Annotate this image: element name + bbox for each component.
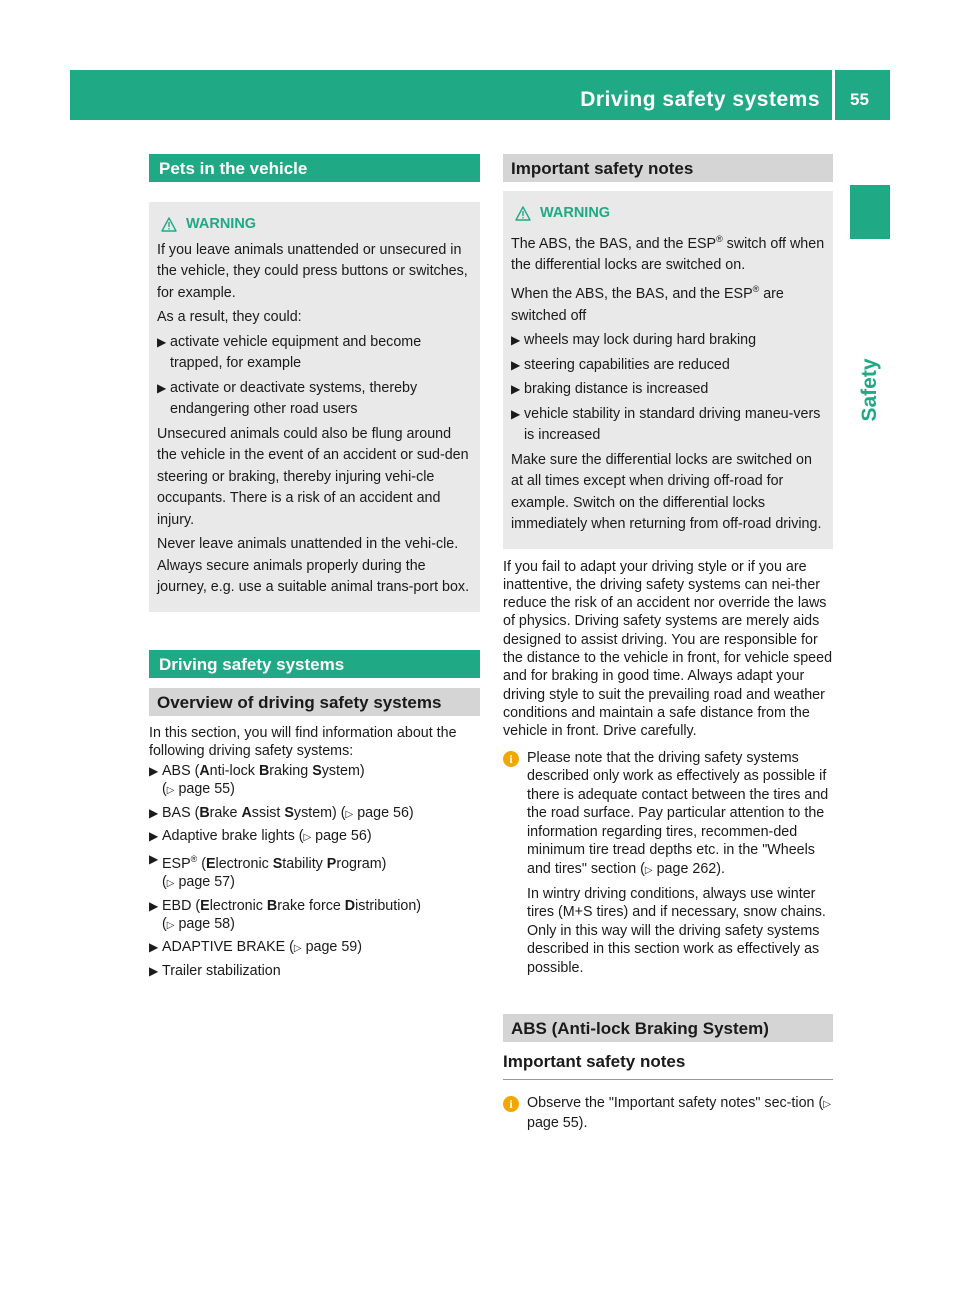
warning-triangle-icon [161,217,177,232]
info-note-tires [503,749,833,978]
page-ref-arrow-icon: ▷ [293,943,302,955]
list-item: ▶ vehicle stability in standard driving maneu-vers is increased [511,405,821,444]
safety-systems-list [149,762,480,980]
list-item: ▶ activate vehicle equipment and become trapped, for example [157,333,422,371]
page-ref-link[interactable]: page 56) [357,804,414,821]
page-ref-link[interactable]: page 55) [178,781,235,798]
list-item: ▶ braking distance is increased [511,381,709,398]
list-item: ▶ ADAPTIVE BRAKE (▷ page 59) [149,939,363,956]
page-ref-link[interactable]: page 58) [178,915,235,932]
page-ref-arrow-icon: ▷ [166,919,175,931]
pets-warning-text-1: If you leave animals unattended or unsecured in the vehicle, they could press buttons or switches, for example. [157,241,468,301]
subsection-heading-abs-notes: Important safety notes [503,1052,833,1080]
page-ref-arrow-icon: ▷ [166,785,175,797]
important-warning-text-2: When the ABS, the BAS, and the ESP® are switched off [511,284,784,324]
pets-warning-box [149,202,480,612]
warning-label: WARNING [186,216,257,232]
list-item: ▶ ESP® (Electronic Stability Program) (▷ page 57) [149,852,387,891]
side-tab-marker [850,185,890,239]
important-warning-box [503,191,833,549]
page-ref-arrow-icon: ▷ [644,865,653,877]
info-note-text: Please note that the driving safety systems described only work as effectively as possible if there is adequate contact between the tires and the road surface. Pay particular attention to the information regarding tires, recommen-ded minimum tire tread depths etc. in the "Wheels and tires" section (▷ page 262). In wintry driving conditions, always use winter tires (M+S tires) and if necessary, snow chains. Only in this way will the driving safety systems described in this section work as effectively as possible. [527,749,829,977]
list-item: ▶ BAS (Brake Assist System) (▷ page 56) [149,804,414,821]
list-item: ▶ Adaptive brake lights (▷ page 56) [149,827,372,844]
right-column [503,154,833,1133]
warning-triangle-icon [515,206,531,221]
pets-warning-text-2: As a result, they could: [157,309,302,325]
page-number: 55 [850,90,869,109]
overview-intro: In this section, you will find information about the following driving safety systems: [149,724,457,759]
info-icon: i [503,1096,519,1112]
page-ref-link[interactable]: page 59) [305,939,363,956]
warning-header [515,203,825,225]
header-divider [832,70,835,120]
page-ref-arrow-icon: ▷ [166,878,175,890]
list-item: ▶ steering capabilities are reduced [511,356,730,373]
important-warning-text-3: Make sure the differential locks are switched on at all times except when driving off-road for example. Switch on the differential locks immediately when returning from off-road driving. [511,451,822,533]
side-tab-label [848,340,892,440]
page-ref-link[interactable]: page 56) [315,827,372,844]
header-title: Driving safety systems [580,88,820,111]
list-item: ▶ Trailer stabilization [149,962,281,979]
list-item: ▶ wheels may lock during hard braking [511,332,757,349]
important-warning-text-1: The ABS, the BAS, and the ESP® switch off when the differential locks are switched on. [511,233,825,273]
page-ref-arrow-icon: ▷ [345,808,354,820]
warning-header [161,214,472,236]
section-heading-important-notes: Important safety notes [503,154,833,182]
section-heading-abs: ABS (Anti-lock Braking System) [503,1014,833,1042]
page-ref-link[interactable]: page 262). [656,861,725,878]
info-note-abs [503,1094,833,1133]
list-item: ▶ activate or deactivate systems, thereby endangering other road users [157,379,418,417]
important-body-text: If you fail to adapt your driving style or if you are inattentive, the driving safety systems can nei-ther reduce the risk of an accident nor override the laws of physics. Driving safety systems are merely aids designed to assist driving. You are responsible for the distance to the vehicle in front, for vehicle speed and for braking in good time. Always adapt your driving style to suit the prevailing road and weather conditions and maintain a safe distance from the vehicle in front. Drive carefully. [503,558,833,740]
side-tab-text: Safety [858,358,881,422]
warning-label: WARNING [540,205,611,221]
info-note-text: Observe the "Important safety notes" sec-tion (▷ page 55). [527,1094,831,1132]
pets-warning-list [157,332,472,421]
subsection-heading-overview: Overview of driving safety systems [149,688,480,716]
page-ref-link[interactable]: page 57) [178,874,235,891]
left-column [149,154,480,983]
pets-warning-text-4: Never leave animals unattended in the vehi-cle. Always secure animals properly during the journey, e.g. use a suitable animal trans-port box. [157,536,470,595]
important-warning-list [511,330,825,447]
section-heading-pets: Pets in the vehicle [149,154,480,182]
list-item: ▶ ABS (Anti-lock Braking System) (▷ page 55) [149,763,365,798]
page-ref-link[interactable]: page 55). [527,1115,588,1132]
pets-warning-text-3: Unsecured animals could also be flung around the vehicle in the event of an accident or sud-den steering or braking, thereby injuring vehi-cle occupants. There is a risk of an accident and injury. [157,425,469,528]
header-bar [70,70,890,120]
info-icon: i [503,751,519,767]
section-heading-driving-safety: Driving safety systems [149,650,480,678]
page-ref-arrow-icon: ▷ [823,1098,831,1110]
list-item: ▶ EBD (Electronic Brake force Distribution) (▷ page 58) [149,897,422,932]
page-ref-arrow-icon: ▷ [303,831,312,843]
